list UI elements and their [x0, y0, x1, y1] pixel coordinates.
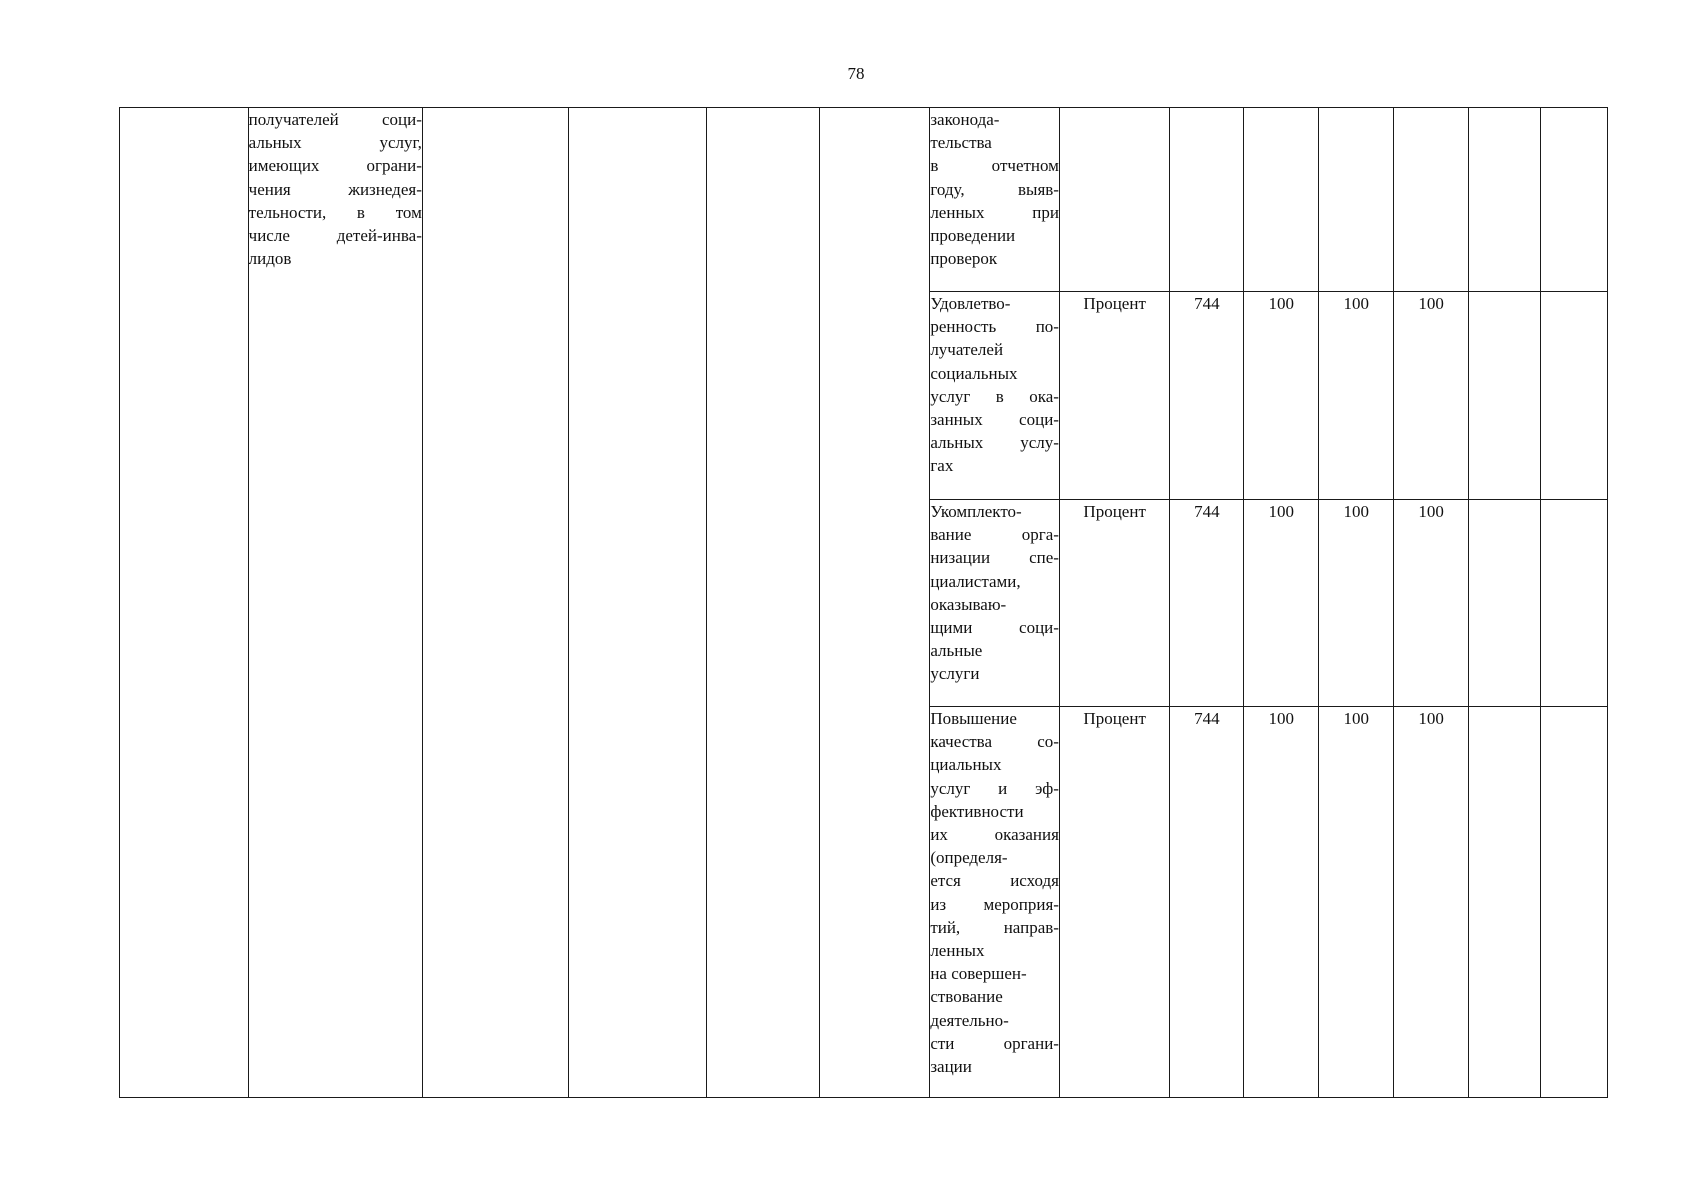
text-line: зации [930, 1057, 972, 1077]
indicator-name-cell [930, 707, 1060, 1098]
text-line: лучателей [930, 340, 1004, 360]
value-cell: 100 [1244, 707, 1319, 1098]
okei-code-cell: 744 [1170, 292, 1244, 500]
indicator-name-cell [930, 500, 1060, 707]
indicator-name-cell [930, 108, 1060, 292]
text-line: низации спе- [930, 548, 1059, 568]
text-line: Удовлетво- [930, 294, 1011, 313]
text-line: тий, направ- [930, 917, 1059, 937]
text-line: получателей соци- [248, 110, 422, 129]
value-cell [1244, 108, 1319, 292]
page-number: 78 [847, 64, 865, 83]
text-line: ствование [930, 987, 1003, 1007]
table-row [120, 108, 1608, 292]
text-line: проведении [930, 226, 1016, 246]
value-cell: 100 [1244, 292, 1319, 500]
text-line: оказываю- [930, 594, 1007, 614]
service-quality-table [119, 107, 1608, 1098]
empty-cell [1541, 108, 1608, 292]
text-line: их оказания [930, 825, 1059, 845]
text-line: фективности [930, 801, 1024, 821]
text-line: ленных [930, 941, 985, 961]
text-line: из мероприя- [930, 894, 1059, 914]
text-line: деятельно- [930, 1010, 1009, 1030]
text-line: альных услуг, [248, 133, 422, 153]
value-cell [1319, 108, 1394, 292]
indicator-name-cell [930, 292, 1060, 500]
text-line: лидов [248, 249, 292, 269]
text-line: ленных при [930, 202, 1059, 222]
empty-cell [1469, 707, 1541, 1098]
value-cell: 100 [1394, 707, 1469, 1098]
text-line: циалистами, [930, 571, 1021, 591]
empty-cell [1469, 108, 1541, 292]
text-line: ренность по- [930, 317, 1059, 337]
empty-cell [1541, 292, 1608, 500]
empty-cell [422, 108, 568, 1098]
unit-cell [1059, 108, 1169, 292]
text-line: качества со- [930, 732, 1059, 752]
unit-cell: Процент [1059, 292, 1169, 500]
empty-cell [120, 108, 249, 1098]
text-line: чения жизнедея- [248, 179, 422, 199]
text-line: вание орга- [930, 525, 1059, 545]
unit-cell: Процент [1059, 500, 1169, 707]
value-cell: 100 [1394, 292, 1469, 500]
unit-cell: Процент [1059, 707, 1169, 1098]
empty-cell [1541, 707, 1608, 1098]
text-line: альных услу- [930, 433, 1059, 453]
text-line: альные [930, 641, 983, 661]
text-line: законода- [930, 110, 1000, 129]
text-line: услуги [930, 664, 980, 684]
text-line: ется исходя [930, 871, 1059, 891]
recipients-description-cell [248, 108, 422, 1098]
text-line: услуг и эф- [930, 778, 1059, 798]
text-line: Повышение [930, 709, 1017, 728]
text-line: социальных [930, 363, 1018, 383]
text-line: щими соци- [930, 618, 1059, 638]
text-line: гах [930, 456, 954, 476]
text-line: (определя- [930, 848, 1008, 868]
text-line: на совершен- [930, 964, 1027, 984]
okei-code-cell [1170, 108, 1244, 292]
text-line: циальных [930, 755, 1002, 775]
text-line: в отчетном [930, 156, 1059, 176]
text-line: тельства [930, 133, 992, 153]
value-cell: 100 [1319, 707, 1394, 1098]
empty-cell [1469, 292, 1541, 500]
text-line: проверок [930, 249, 998, 269]
text-line: сти органи- [930, 1033, 1059, 1053]
value-cell [1394, 108, 1469, 292]
value-cell: 100 [1319, 500, 1394, 707]
text-line: году, выяв- [930, 179, 1059, 199]
text-line: числе детей-инва- [248, 226, 422, 246]
empty-cell [1541, 500, 1608, 707]
okei-code-cell: 744 [1170, 500, 1244, 707]
okei-code-cell: 744 [1170, 707, 1244, 1098]
text-line: имеющих ограни- [248, 156, 422, 176]
text-line: занных соци- [930, 410, 1059, 430]
value-cell: 100 [1244, 500, 1319, 707]
empty-cell [819, 108, 929, 1098]
text-line: Укомплекто- [930, 502, 1022, 521]
empty-cell [707, 108, 819, 1098]
value-cell: 100 [1319, 292, 1394, 500]
value-cell: 100 [1394, 500, 1469, 707]
text-line: тельности, в том [248, 202, 422, 222]
text-line: услуг в ока- [930, 386, 1059, 406]
empty-cell [1469, 500, 1541, 707]
empty-cell [568, 108, 707, 1098]
